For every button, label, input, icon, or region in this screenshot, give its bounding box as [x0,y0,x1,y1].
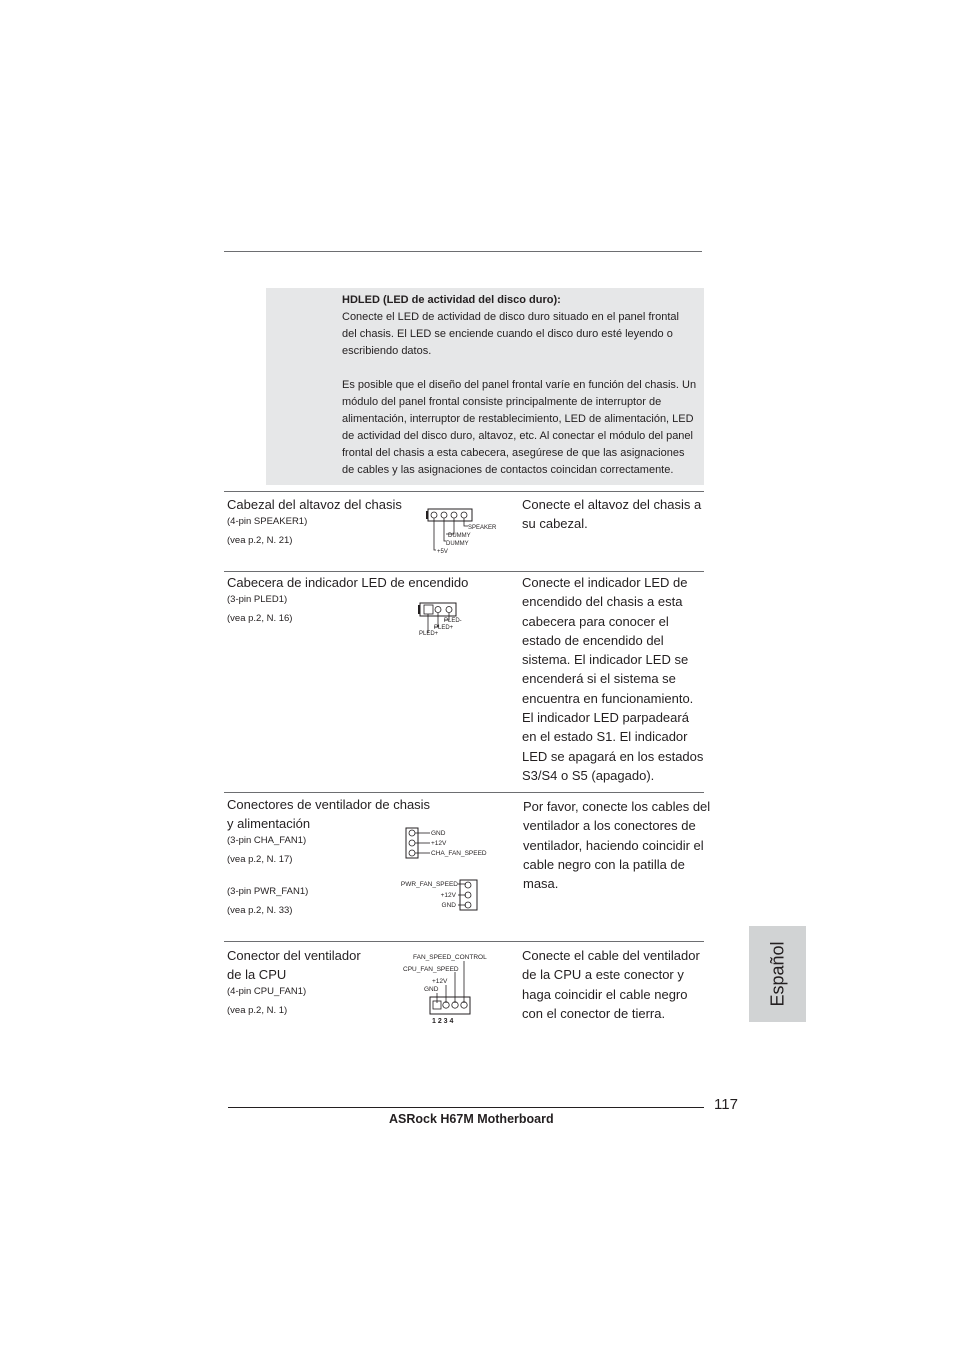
desc-line: Conecte el altavoz del chasis a [522,497,702,512]
note-line: Es posible que el diseño del panel frontal varíe en función del chasis. Un [342,379,697,391]
pin-label: (3-pin PLED1) [227,594,288,605]
diagram-label: CPU_FAN_SPEED [403,966,459,973]
pled-header-diagram [414,600,484,640]
diagram-label: +5V [437,549,448,555]
desc-line: en el estado S1. El indicador [522,729,688,745]
desc-line: con el conector de tierra. [522,1005,666,1021]
diagram-label: PLED- [444,618,462,624]
note-line: del chasis. El LED se enciende cuando el disco duro esté leyendo o [342,328,673,340]
desc-line: LED se apagará en los estados [522,748,704,764]
cpu-fan-header-diagram [400,950,500,1028]
diagram-label: DUMMY [448,533,471,539]
language-tab-label: Español [767,941,787,1007]
diagram-label: DUMMY [446,541,469,547]
section-title: Conectores de ventilador de chasis [227,797,431,812]
diagram-label: GND [424,986,439,993]
diagram-label: SPEAKER [468,525,497,531]
pin-label: (4-pin SPEAKER1) [227,516,308,527]
speaker-header-diagram [420,505,505,557]
desc-line: ventilador, haciendo coincidir el [523,837,704,853]
desc-line: ventilador a los conectores de [523,818,696,834]
diagram-label: GND [431,830,446,837]
section-title: Conector del ventilador [227,948,361,963]
ref-label: (vea p.2, N. 16) [227,613,293,624]
desc-line: encendido del chasis a esta [522,594,683,610]
section-desc [522,946,700,1023]
cha-fan-header-diagram [400,825,500,861]
pin-label: (4-pin CPU_FAN1) [227,986,307,997]
diagram-label: +12V [440,892,456,899]
note-line: módulo del panel frontal consiste principalmente de interruptor de [342,396,662,408]
ref-label: (vea p.2, N. 1) [227,1005,288,1016]
desc-line: cable negro con la patilla de [523,856,685,872]
section-title: de la CPU [227,967,287,982]
desc-line: encenderá si el sistema se [522,671,676,687]
section-title: y alimentación [227,816,311,831]
footer-brand: ASRock H67M Motherboard [389,1112,554,1126]
note-line: frontal del chasis a esta cabecera, asegúrese de que las asignaciones [342,447,685,459]
desc-line: sistema. El indicador LED se [522,652,689,668]
diagram-label: PLED+ [419,631,439,637]
pin-label: (3-pin CHA_FAN1) [227,835,307,846]
diagram-label: +12V [431,840,447,847]
section-rule [224,571,704,572]
note-line: de actividad del disco duro, altavoz, etc. Al conectar el módulo del panel [342,430,693,442]
diagram-label: FAN_SPEED_CONTROL [413,954,487,961]
ref-label: (vea p.2, N. 33) [227,905,293,916]
diagram-label: GND [441,902,456,909]
diagram-label: PWR_FAN_SPEED [400,881,458,888]
desc-line: masa. [523,876,559,892]
note-text [342,292,704,479]
note-title: HDLED (LED de actividad del disco duro): [342,294,561,306]
desc-line: encuentra en funcionamiento. [522,690,694,706]
top-rule [224,251,702,252]
footer-rule [228,1107,704,1108]
diagram-label: CHA_FAN_SPEED [431,850,487,857]
desc-line: S3/S4 o S5 (apagado). [522,767,655,783]
language-tab [749,926,806,1022]
desc-line: su cabezal. [522,516,588,532]
desc-line: estado de encendido del [522,632,664,648]
desc-line: Por favor, conecte los cables del [523,799,711,814]
section-speaker [227,495,402,546]
pin-label: (3-pin PWR_FAN1) [227,886,309,897]
pwr-fan-header-diagram [388,877,483,913]
section-rule [224,941,704,942]
section-cpu-fan [227,946,361,1016]
desc-line: de la CPU a este conector y [522,967,684,983]
section-rule [224,792,704,793]
diagram-label: PLED+ [434,625,454,631]
diagram-label: 1 2 3 4 [432,1018,454,1025]
section-title: Cabezal del altavoz del chasis [227,497,402,512]
desc-line: El indicador LED parpadeará [522,710,689,726]
note-line: Conecte el LED de actividad de disco duro situado en el panel frontal [342,311,679,323]
section-title: Cabecera de indicador LED de encendido [227,575,469,590]
desc-line: Conecte el cable del ventilador [522,948,700,963]
note-line: escribiendo datos. [342,345,432,357]
ref-label: (vea p.2, N. 17) [227,854,293,865]
desc-line: Conecte el indicador LED de [522,575,688,590]
note-line: de cables y las asignaciones de contactos coincidan correctamente. [342,464,674,476]
section-rule [224,491,704,492]
section-desc [522,573,703,785]
ref-label: (vea p.2, N. 21) [227,535,293,546]
desc-line: haga coincidir el cable negro [522,986,688,1002]
desc-line: cabecera para conocer el [522,613,669,629]
note-line: alimentación, interruptor de restablecimiento, LED de alimentación, LED [342,413,694,425]
section-desc [523,797,710,893]
page-number: 117 [714,1096,738,1113]
section-desc [522,495,701,534]
diagram-label: +12V [432,978,448,985]
